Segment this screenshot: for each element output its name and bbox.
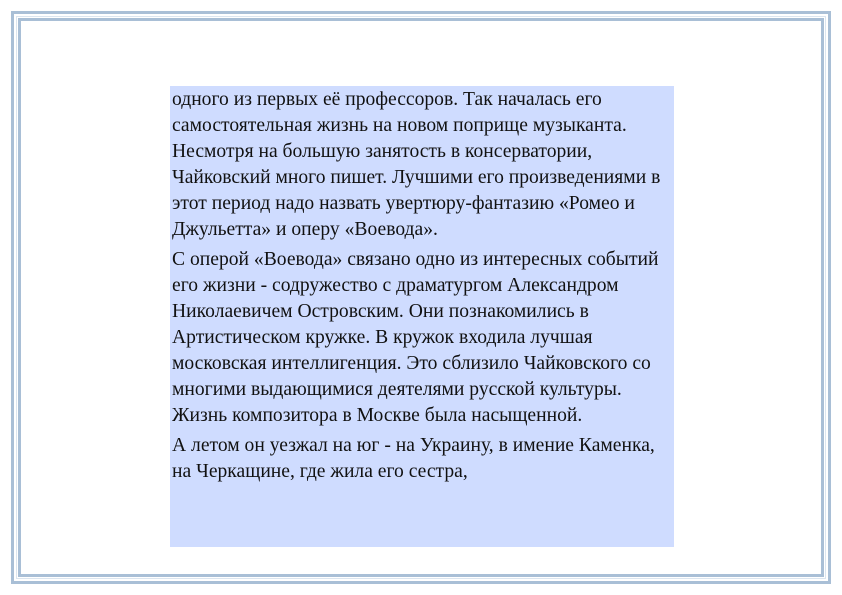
paragraph-3: А летом он уезжал на юг - на Украину, в имение Каменка, на Черкащине, где жила его сестра, — [172, 435, 655, 482]
paragraph-2: С оперой «Воевода» связано одно из интересных событий его жизни - содружество с драматургом Александром Николаевичем Островским. Они познакомились в Артистическом кружке. В кружок входила лучшая московская интеллигенция. Это сблизило Чайковского со многими выдающимися деятелями русской культуры. Жизнь композитора в Москве была насыщенной. — [172, 249, 659, 426]
paragraph-1: одного из первых её профессоров. Так началась его самостоятельная жизнь на новом поприще музыканта. Несмотря на большую занятость в консерватории, Чайковский много пишет. Лучшими его произведениями в этот период надо назвать увертюру-фантазию «Ромео и Джульетта» и оперу «Воевода». — [172, 89, 661, 240]
text-block — [170, 86, 674, 547]
